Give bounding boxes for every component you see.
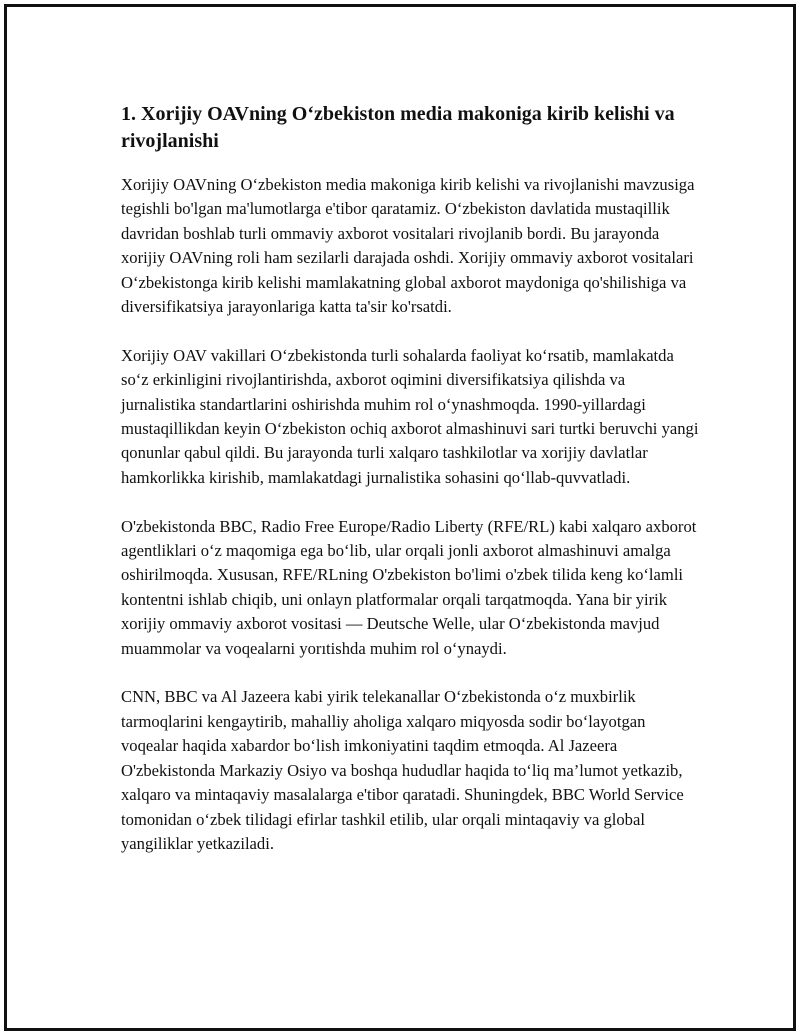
paragraph-3: O'zbekistonda BBC, Radio Free Europe/Radio Liberty (RFE/RL) kabi xalqaro axborot agentliklari o‘z maqomiga ega bo‘lib, ular orqali jonli axborot almashinuvi amalga oshirilmoqda. Xususan, RFE/RLning O'zbekiston bo'limi o'zbek tilida keng ko‘lamli kontentni ishlab chiqib, uni onlayn platformalar orqali tarqatmoqda. Yana bir yirik xorijiy ommaviy axborot vositasi — Deutsche Welle, ular O‘zbekistonda mavjud muammolar va voqealarni yorıtishda muhim rol o‘ynaydi. <box>121 516 697 658</box>
page-frame <box>4 4 796 1031</box>
paragraph-2: Xorijiy OAV vakillari O‘zbekistonda turli sohalarda faoliyat ko‘rsatib, mamlakatda so‘z erkinligini rivojlantirishda, axborot oqimini diversifikatsiya qilishda va jurnalistika standartlarini oshirishda muhim rol o‘ynashmoqda. 1990-yillardagi mustaqillikdan keyin O‘zbekiston ochiq axborot almashinuvi sari turtki beruvchi yangi qonunlar qabul qildi. Bu jarayonda turli xalqaro tashkilotlar va xorijiy davlatlar hamkorlikka kirishib, mamlakatdagi jurnalistika sohasini qo‘llab-quvvatladi. <box>121 345 699 487</box>
paragraph-1: Xorijiy OAVning O‘zbekiston media makoniga kirib kelishi va rivojlanishi mavzusiga tegishli bo'lgan ma'lumotlarga e'tibor qaratamiz. O‘zbekiston davlatida mustaqillik davridan boshlab turli ommaviy axborot vositalari rivojlanib bordi. Bu jarayonda xorijiy OAVning roli ham sezilarli darajada oshdi. Xorijiy ommaviy axborot vositalari O‘zbekistonga kirib kelishi mamlakatning global axborot maydoniga qo'shilishiga va diversifikatsiya jarayonlariga katta ta'sir ko'rsatdi. <box>121 175 695 317</box>
section-heading: 1. Xorijiy OAVning O‘zbekiston media makoniga kirib kelishi va rivojlanishi <box>121 103 675 152</box>
document-body <box>121 101 701 881</box>
paragraph-4: CNN, BBC va Al Jazeera kabi yirik telekanallar O‘zbekistonda o‘z muxbirlik tarmoqlarini kengaytirib, mahalliy aholiga xalqaro miqyosda sodir bo‘layotgan voqealar haqida xabardor bo‘lish imkoniyatini taqdim etmoqda. Al Jazeera O'zbekistonda Markaziy Osiyo va boshqa hududlar haqida to‘liq ma’lumot yetkazib, xalqaro va mintaqaviy masalalarga e'tibor qaratadi. Shuningdek, BBC World Service tomonidan o‘zbek tilidagi efirlar tashkil etilib, ular orqali mintaqaviy va global yangiliklar yetkaziladi. <box>121 687 684 853</box>
